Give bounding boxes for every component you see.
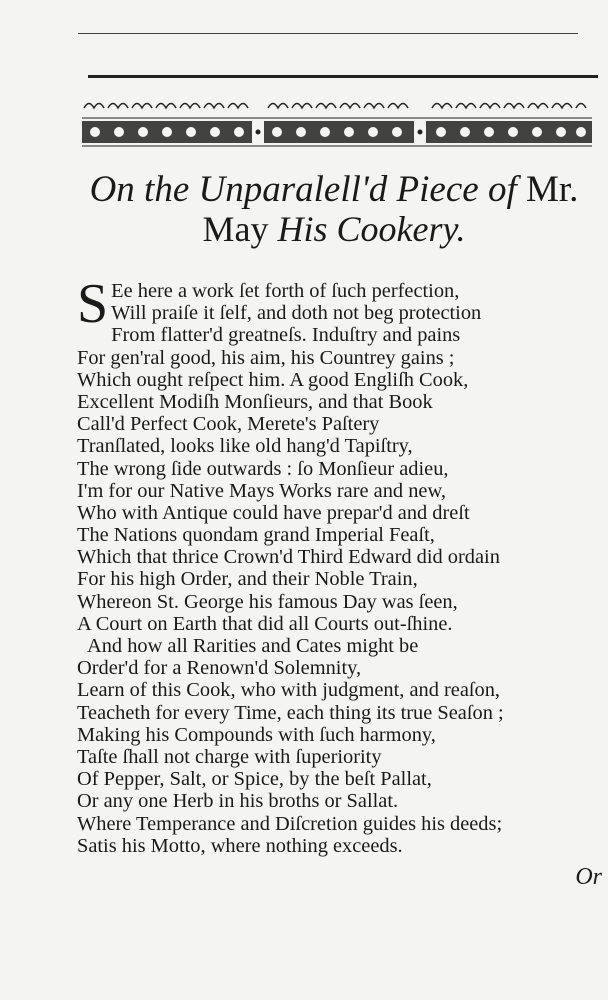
verse-line: Excellent Modiſh Monſieurs, and that Book bbox=[77, 390, 433, 413]
verse-line: Call'd Perfect Cook, Merete's Paſtery bbox=[77, 413, 380, 436]
verse-line: Which that thrice Crown'd Third Edward did ordain bbox=[77, 546, 500, 569]
verse-line: Taſte ſhall not charge with ſuperiority bbox=[77, 745, 382, 768]
verse-line: Will praiſe it ſelf, and doth not beg protection bbox=[111, 302, 482, 325]
drop-capital: S bbox=[77, 273, 109, 335]
title-line-2-roman: May bbox=[202, 209, 269, 249]
verse-line: Who with Antique could have prepar'd and dreſt bbox=[77, 501, 470, 524]
title-line-2 bbox=[60, 207, 608, 251]
verse-line: Of Pepper, Salt, or Spice, by the beſt Pallat, bbox=[77, 768, 432, 791]
title-line-1-italic: On the Unparalell'd Piece of bbox=[89, 169, 517, 210]
verse-line: For his high Order, and their Noble Train, bbox=[77, 568, 418, 591]
verse-line: For gen'ral good, his aim, his Countrey gains ; bbox=[77, 346, 455, 369]
verse-line: Tranſlated, looks like old hang'd Tapiſtry, bbox=[77, 435, 413, 458]
verse-line: Where Temperance and Diſcretion guides his deeds; bbox=[77, 812, 503, 835]
verse-line: Or any one Herb in his broths or Sallat. bbox=[77, 790, 399, 813]
ornamental-headpiece bbox=[80, 96, 595, 152]
title-line-1 bbox=[60, 168, 608, 212]
verse-line: Which ought reſpect him. A good Engliſh Cook, bbox=[77, 368, 469, 391]
verse-line: Learn of this Cook, who with judgment, and reaſon, bbox=[77, 679, 501, 702]
head-rule bbox=[88, 75, 598, 78]
verse-line: A Court on Earth that did all Courts out-ſhine. bbox=[77, 612, 453, 635]
verse-line: Teacheth for every Time, each thing its true Seaſon ; bbox=[77, 701, 504, 724]
verse-line: Satis his Motto, where nothing exceeds. bbox=[77, 834, 403, 857]
verse-line: Making his Compounds with ſuch harmony, bbox=[77, 723, 436, 746]
top-rule bbox=[78, 33, 578, 34]
verse-line: The Nations quondam grand Imperial Feaſt, bbox=[77, 524, 435, 547]
verse-line: Whereon St. George his famous Day was ſeen, bbox=[77, 590, 458, 613]
verse-line: And how all Rarities and Cates might be bbox=[87, 635, 419, 657]
poem-body bbox=[77, 273, 605, 857]
verse-line: I'm for our Native Mays Works rare and new, bbox=[77, 479, 446, 502]
verse-line: Order'd for a Renown'd Solemnity, bbox=[77, 657, 362, 680]
verse-line: From flatter'd greatneſs. Induſtry and pains bbox=[111, 324, 461, 347]
verse-line: Ee here a work ſet forth of ſuch perfection, bbox=[111, 280, 460, 302]
catchword: Or bbox=[575, 864, 602, 890]
verse-line: The wrong ſide outwards : ſo Monſieur adieu, bbox=[77, 457, 449, 480]
title-line-1-roman: Mr. bbox=[525, 169, 579, 210]
title-line-2-italic: His Cookery. bbox=[277, 209, 466, 249]
